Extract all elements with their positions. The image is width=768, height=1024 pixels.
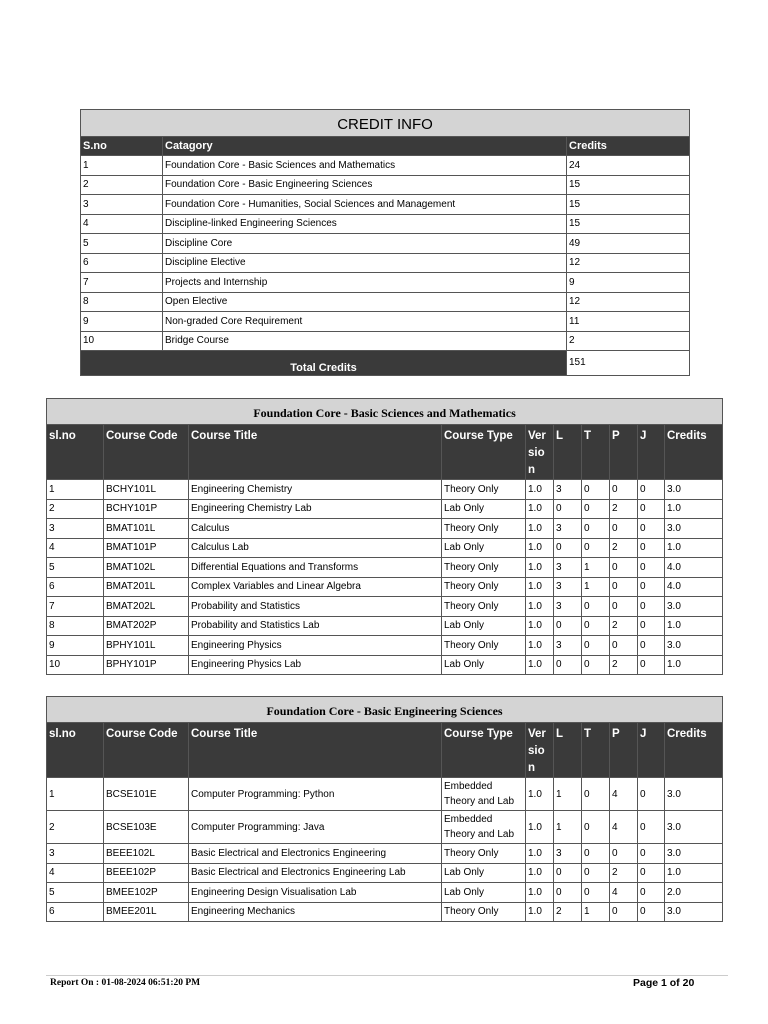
credit-value: 15 xyxy=(567,195,690,215)
row-t: 0 xyxy=(582,778,610,811)
header-credits: Credits xyxy=(665,425,723,480)
row-j: 0 xyxy=(638,883,665,903)
row-p: 0 xyxy=(610,558,638,578)
row-l: 0 xyxy=(554,883,582,903)
row-course-type: Embedded Theory and Lab xyxy=(442,778,526,811)
row-course-code: BEEE102L xyxy=(104,844,189,864)
row-slno: 8 xyxy=(47,616,104,636)
row-j: 0 xyxy=(638,863,665,883)
row-course-type: Theory Only xyxy=(442,519,526,539)
row-slno: 2 xyxy=(47,811,104,844)
table-row xyxy=(47,811,723,844)
credit-value: 15 xyxy=(567,175,690,195)
row-j: 0 xyxy=(638,480,665,500)
row-course-type: Theory Only xyxy=(442,558,526,578)
row-p: 0 xyxy=(610,844,638,864)
row-course-title: Engineering Chemistry Lab xyxy=(189,499,442,519)
row-p: 4 xyxy=(610,778,638,811)
header-credits: Credits xyxy=(665,723,723,778)
row-credits: 3.0 xyxy=(665,480,723,500)
row-slno: 9 xyxy=(47,636,104,656)
table-row xyxy=(47,538,723,558)
row-course-title: Calculus Lab xyxy=(189,538,442,558)
row-t: 1 xyxy=(582,902,610,922)
credit-sno: 5 xyxy=(81,234,163,254)
row-course-title: Probability and Statistics xyxy=(189,597,442,617)
row-slno: 7 xyxy=(47,597,104,617)
header-l: L xyxy=(554,425,582,480)
row-credits: 1.0 xyxy=(665,616,723,636)
table-title: Foundation Core - Basic Sciences and Mathematics xyxy=(47,399,723,425)
row-p: 0 xyxy=(610,577,638,597)
credit-value: 12 xyxy=(567,253,690,273)
credit-row xyxy=(81,273,690,293)
header-version: Version xyxy=(526,723,554,778)
credit-category: Discipline Core xyxy=(163,234,567,254)
credit-value: 24 xyxy=(567,156,690,176)
row-version: 1.0 xyxy=(526,902,554,922)
row-credits: 3.0 xyxy=(665,519,723,539)
row-credits: 4.0 xyxy=(665,558,723,578)
total-credits-label: Total Credits xyxy=(81,351,567,376)
row-j: 0 xyxy=(638,597,665,617)
row-credits: 1.0 xyxy=(665,863,723,883)
credit-sno: 9 xyxy=(81,312,163,332)
row-course-code: BMEE201L xyxy=(104,902,189,922)
header-credits: Credits xyxy=(567,137,690,156)
row-p: 4 xyxy=(610,883,638,903)
row-t: 0 xyxy=(582,480,610,500)
table-row xyxy=(47,499,723,519)
row-l: 1 xyxy=(554,778,582,811)
credit-category: Projects and Internship xyxy=(163,273,567,293)
credit-row xyxy=(81,234,690,254)
header-p: P xyxy=(610,723,638,778)
table-row xyxy=(47,902,723,922)
row-l: 0 xyxy=(554,863,582,883)
row-t: 0 xyxy=(582,597,610,617)
row-t: 0 xyxy=(582,883,610,903)
row-version: 1.0 xyxy=(526,480,554,500)
credit-row xyxy=(81,331,690,351)
row-p: 0 xyxy=(610,597,638,617)
row-j: 0 xyxy=(638,844,665,864)
row-j: 0 xyxy=(638,519,665,539)
row-p: 2 xyxy=(610,616,638,636)
row-t: 0 xyxy=(582,519,610,539)
row-l: 0 xyxy=(554,499,582,519)
table-row xyxy=(47,863,723,883)
page-number: Page 1 of 20 xyxy=(633,977,695,989)
row-t: 0 xyxy=(582,538,610,558)
row-j: 0 xyxy=(638,499,665,519)
header-t: T xyxy=(582,425,610,480)
row-version: 1.0 xyxy=(526,811,554,844)
credit-row xyxy=(81,292,690,312)
row-credits: 3.0 xyxy=(665,811,723,844)
row-course-code: BMAT101P xyxy=(104,538,189,558)
row-t: 0 xyxy=(582,863,610,883)
row-t: 1 xyxy=(582,577,610,597)
row-l: 3 xyxy=(554,558,582,578)
row-course-title: Probability and Statistics Lab xyxy=(189,616,442,636)
credit-category: Foundation Core - Basic Engineering Sciences xyxy=(163,175,567,195)
credit-sno: 4 xyxy=(81,214,163,234)
row-l: 3 xyxy=(554,480,582,500)
row-version: 1.0 xyxy=(526,597,554,617)
row-course-code: BMAT101L xyxy=(104,519,189,539)
row-course-type: Lab Only xyxy=(442,538,526,558)
row-course-type: Theory Only xyxy=(442,480,526,500)
credit-value: 9 xyxy=(567,273,690,293)
row-course-type: Embedded Theory and Lab xyxy=(442,811,526,844)
credit-sno: 7 xyxy=(81,273,163,293)
table-row xyxy=(47,519,723,539)
header-course-code: Course Code xyxy=(104,425,189,480)
row-t: 0 xyxy=(582,499,610,519)
header-p: P xyxy=(610,425,638,480)
row-course-type: Theory Only xyxy=(442,844,526,864)
credit-value: 49 xyxy=(567,234,690,254)
row-version: 1.0 xyxy=(526,636,554,656)
row-credits: 2.0 xyxy=(665,883,723,903)
row-course-code: BCHY101P xyxy=(104,499,189,519)
credit-info-title: CREDIT INFO xyxy=(81,110,690,137)
row-version: 1.0 xyxy=(526,558,554,578)
header-course-type: Course Type xyxy=(442,425,526,480)
credit-row xyxy=(81,312,690,332)
header-l: L xyxy=(554,723,582,778)
credit-value: 2 xyxy=(567,331,690,351)
row-slno: 3 xyxy=(47,844,104,864)
row-version: 1.0 xyxy=(526,499,554,519)
row-course-code: BMAT202L xyxy=(104,597,189,617)
row-p: 2 xyxy=(610,538,638,558)
header-course-title: Course Title xyxy=(189,425,442,480)
header-j: J xyxy=(638,723,665,778)
row-course-type: Lab Only xyxy=(442,616,526,636)
row-p: 2 xyxy=(610,863,638,883)
row-version: 1.0 xyxy=(526,844,554,864)
row-version: 1.0 xyxy=(526,577,554,597)
header-course-type: Course Type xyxy=(442,723,526,778)
row-course-type: Lab Only xyxy=(442,499,526,519)
table-row xyxy=(47,778,723,811)
row-course-title: Basic Electrical and Electronics Engineering Lab xyxy=(189,863,442,883)
row-l: 3 xyxy=(554,636,582,656)
row-t: 0 xyxy=(582,616,610,636)
credit-category: Foundation Core - Humanities, Social Sciences and Management xyxy=(163,195,567,215)
row-t: 0 xyxy=(582,811,610,844)
row-credits: 3.0 xyxy=(665,778,723,811)
row-version: 1.0 xyxy=(526,778,554,811)
credit-sno: 8 xyxy=(81,292,163,312)
header-j: J xyxy=(638,425,665,480)
row-j: 0 xyxy=(638,811,665,844)
course-table-engineering-sciences xyxy=(46,696,723,922)
row-t: 0 xyxy=(582,655,610,675)
row-credits: 3.0 xyxy=(665,597,723,617)
row-course-type: Theory Only xyxy=(442,636,526,656)
row-j: 0 xyxy=(638,636,665,656)
row-l: 3 xyxy=(554,844,582,864)
row-course-title: Engineering Physics Lab xyxy=(189,655,442,675)
row-j: 0 xyxy=(638,902,665,922)
row-course-type: Lab Only xyxy=(442,655,526,675)
credit-info-table xyxy=(80,109,690,376)
row-l: 3 xyxy=(554,519,582,539)
row-l: 0 xyxy=(554,616,582,636)
credit-row xyxy=(81,156,690,176)
header-course-title: Course Title xyxy=(189,723,442,778)
credit-value: 12 xyxy=(567,292,690,312)
credit-row xyxy=(81,175,690,195)
table-row xyxy=(47,577,723,597)
row-p: 4 xyxy=(610,811,638,844)
row-l: 3 xyxy=(554,597,582,617)
row-course-title: Engineering Design Visualisation Lab xyxy=(189,883,442,903)
credit-sno: 3 xyxy=(81,195,163,215)
row-l: 0 xyxy=(554,538,582,558)
row-credits: 1.0 xyxy=(665,499,723,519)
row-p: 0 xyxy=(610,636,638,656)
row-version: 1.0 xyxy=(526,538,554,558)
credit-value: 15 xyxy=(567,214,690,234)
total-credits-value: 151 xyxy=(567,351,690,376)
row-course-title: Engineering Mechanics xyxy=(189,902,442,922)
row-j: 0 xyxy=(638,558,665,578)
row-course-code: BPHY101L xyxy=(104,636,189,656)
footer-divider xyxy=(46,975,728,976)
row-l: 2 xyxy=(554,902,582,922)
credit-category: Bridge Course xyxy=(163,331,567,351)
row-course-title: Differential Equations and Transforms xyxy=(189,558,442,578)
row-version: 1.0 xyxy=(526,883,554,903)
row-course-code: BMEE102P xyxy=(104,883,189,903)
row-l: 1 xyxy=(554,811,582,844)
row-course-type: Theory Only xyxy=(442,902,526,922)
row-course-title: Calculus xyxy=(189,519,442,539)
row-course-code: BMAT102L xyxy=(104,558,189,578)
row-slno: 6 xyxy=(47,902,104,922)
table-row xyxy=(47,844,723,864)
table-header-row xyxy=(47,425,723,480)
row-course-type: Lab Only xyxy=(442,883,526,903)
table-row xyxy=(47,616,723,636)
row-credits: 3.0 xyxy=(665,902,723,922)
header-category: Catagory xyxy=(163,137,567,156)
credit-sno: 2 xyxy=(81,175,163,195)
row-course-code: BEEE102P xyxy=(104,863,189,883)
credit-category: Discipline-linked Engineering Sciences xyxy=(163,214,567,234)
header-version: Version xyxy=(526,425,554,480)
row-version: 1.0 xyxy=(526,655,554,675)
row-credits: 4.0 xyxy=(665,577,723,597)
table-title: Foundation Core - Basic Engineering Sciences xyxy=(47,697,723,723)
row-course-code: BCSE103E xyxy=(104,811,189,844)
row-course-code: BMAT201L xyxy=(104,577,189,597)
row-j: 0 xyxy=(638,655,665,675)
row-course-title: Basic Electrical and Electronics Engineering xyxy=(189,844,442,864)
table-row xyxy=(47,597,723,617)
credit-row xyxy=(81,253,690,273)
row-p: 0 xyxy=(610,480,638,500)
header-t: T xyxy=(582,723,610,778)
row-p: 2 xyxy=(610,655,638,675)
row-l: 0 xyxy=(554,655,582,675)
credit-category: Foundation Core - Basic Sciences and Mathematics xyxy=(163,156,567,176)
table-row xyxy=(47,480,723,500)
row-course-type: Theory Only xyxy=(442,597,526,617)
row-slno: 2 xyxy=(47,499,104,519)
header-course-code: Course Code xyxy=(104,723,189,778)
row-course-code: BCHY101L xyxy=(104,480,189,500)
row-t: 0 xyxy=(582,844,610,864)
credit-category: Open Elective xyxy=(163,292,567,312)
row-slno: 5 xyxy=(47,883,104,903)
row-j: 0 xyxy=(638,778,665,811)
credit-row xyxy=(81,214,690,234)
row-slno: 3 xyxy=(47,519,104,539)
row-course-title: Complex Variables and Linear Algebra xyxy=(189,577,442,597)
row-p: 0 xyxy=(610,902,638,922)
row-t: 1 xyxy=(582,558,610,578)
table-row xyxy=(47,558,723,578)
row-course-title: Computer Programming: Java xyxy=(189,811,442,844)
row-course-title: Engineering Physics xyxy=(189,636,442,656)
row-slno: 6 xyxy=(47,577,104,597)
row-p: 0 xyxy=(610,519,638,539)
course-table-basic-sciences xyxy=(46,398,723,675)
row-course-type: Theory Only xyxy=(442,577,526,597)
row-course-title: Engineering Chemistry xyxy=(189,480,442,500)
header-slno: sl.no xyxy=(47,425,104,480)
row-slno: 5 xyxy=(47,558,104,578)
row-credits: 1.0 xyxy=(665,655,723,675)
credit-category: Discipline Elective xyxy=(163,253,567,273)
row-p: 2 xyxy=(610,499,638,519)
row-course-title: Computer Programming: Python xyxy=(189,778,442,811)
credit-sno: 6 xyxy=(81,253,163,273)
credit-row xyxy=(81,195,690,215)
row-version: 1.0 xyxy=(526,863,554,883)
row-credits: 3.0 xyxy=(665,844,723,864)
row-credits: 1.0 xyxy=(665,538,723,558)
row-course-type: Lab Only xyxy=(442,863,526,883)
row-j: 0 xyxy=(638,538,665,558)
row-version: 1.0 xyxy=(526,616,554,636)
row-j: 0 xyxy=(638,577,665,597)
row-slno: 4 xyxy=(47,538,104,558)
table-row xyxy=(47,636,723,656)
report-timestamp: Report On : 01-08-2024 06:51:20 PM xyxy=(50,978,201,988)
row-t: 0 xyxy=(582,636,610,656)
row-course-code: BCSE101E xyxy=(104,778,189,811)
table-row xyxy=(47,883,723,903)
row-slno: 1 xyxy=(47,480,104,500)
row-course-code: BMAT202P xyxy=(104,616,189,636)
table-header-row xyxy=(47,723,723,778)
credit-sno: 1 xyxy=(81,156,163,176)
header-sno: S.no xyxy=(81,137,163,156)
header-slno: sl.no xyxy=(47,723,104,778)
row-slno: 10 xyxy=(47,655,104,675)
row-course-code: BPHY101P xyxy=(104,655,189,675)
row-slno: 1 xyxy=(47,778,104,811)
row-slno: 4 xyxy=(47,863,104,883)
row-credits: 3.0 xyxy=(665,636,723,656)
credit-category: Non-graded Core Requirement xyxy=(163,312,567,332)
credit-value: 11 xyxy=(567,312,690,332)
row-l: 3 xyxy=(554,577,582,597)
credit-sno: 10 xyxy=(81,331,163,351)
row-version: 1.0 xyxy=(526,519,554,539)
table-row xyxy=(47,655,723,675)
row-j: 0 xyxy=(638,616,665,636)
